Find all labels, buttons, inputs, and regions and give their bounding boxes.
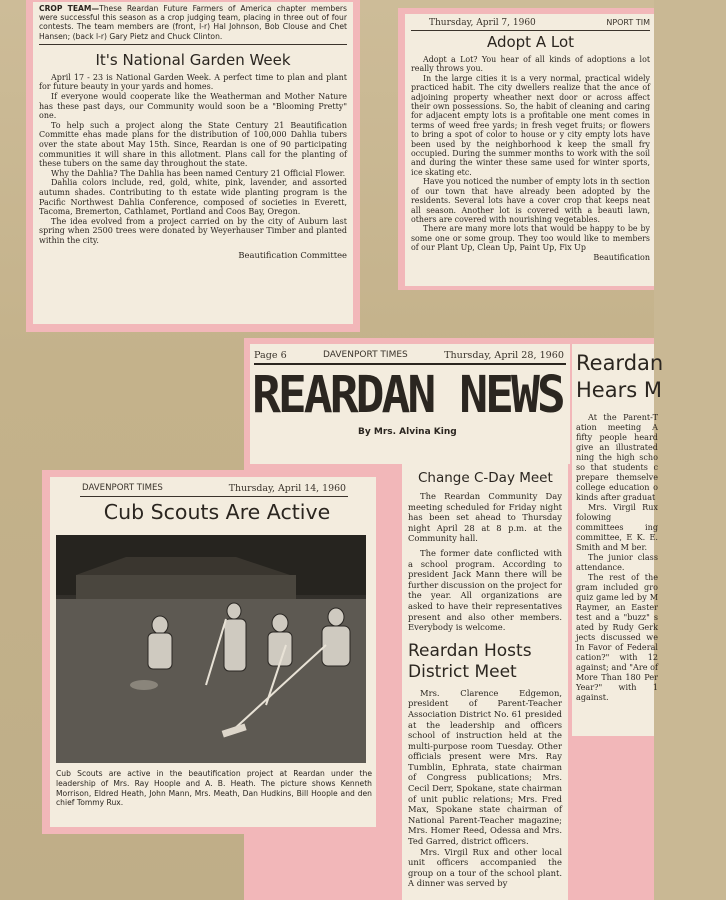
hears-headline: Reardan Hears M bbox=[576, 351, 664, 402]
crop-team-label: CROP TEAM— bbox=[39, 4, 100, 13]
hears-paragraph: The rest of the gram included gro quiz game led by M Raymer, an Easter test and a "buzz" s ated by Rudy Gerk jects discussed we In Favor of Federal cation?" with 12 against; and "Are of More Than 180 Per Year?" with 1 against. bbox=[576, 572, 658, 702]
byline: By Mrs. Alvina King bbox=[358, 427, 457, 437]
photo-scene bbox=[56, 535, 366, 763]
garden-paragraph: To help such a project along the State Century 21 Beautification Committe ehas made plans for the distribution of 100,000 Dahlia tubers over the state about May 15th. Since, Reardan is one of 90 participating communities it will share in this allotment. Plans call for the planting of these tubers on the same day throughout the state. bbox=[39, 120, 347, 169]
hears-body bbox=[576, 412, 726, 702]
masthead-date: Thursday, April 28, 1960 bbox=[444, 350, 564, 361]
hears-paragraph: The junior class attendance. bbox=[576, 552, 658, 572]
adopt-dateline bbox=[411, 18, 650, 28]
garden-body bbox=[39, 73, 347, 246]
masthead-dateline bbox=[250, 344, 570, 361]
hosts-body bbox=[408, 688, 562, 889]
adopt-clipping bbox=[405, 14, 654, 286]
cub-clipping bbox=[50, 477, 376, 827]
cub-date: Thursday, April 14, 1960 bbox=[228, 483, 346, 494]
adopt-signature: Beautification bbox=[593, 252, 650, 262]
adopt-headline: Adopt A Lot bbox=[486, 33, 575, 51]
page-number: Page 6 bbox=[254, 350, 287, 361]
masthead-title: REARDAN NEWS bbox=[252, 366, 563, 425]
adopt-paragraph: Have you noticed the number of empty lots in th section of our town that have already been adopted by the residents. Several lots have a cover crop that keeps neat all season. Another lot is covered with a beauti lawn, others are covered with nourishing vegetables. bbox=[411, 177, 650, 224]
cub-headline: Cub Scouts Are Active bbox=[103, 500, 331, 524]
garden-paragraph: The idea evolved from a project carried on by the city of Auburn last spring when 2500 trees were donated by Weyerhauser Timber and planted within the city. bbox=[39, 216, 347, 245]
crop-team-caption bbox=[39, 4, 347, 41]
hosts-paragraph: Mrs. Clarence Edgemon, president of Parent-Teacher Association District No. 61 presided at the leadership and officers school of instruction held at the multi-purpose room Tuesday. Other officials present were Mrs. Ray Tumblin, Ephrata, state chairman of Congress publications; Mrs. Cecil Derr, Spokane, state chairman of unit public relations; Mrs. Fred Max, Spokane state chairman of National Parent-Teacher magazine; Mrs. Homer Reed, Odessa and Mrs. Ted Garred, district officers. bbox=[408, 687, 562, 847]
hears-clipping bbox=[572, 344, 664, 736]
crop-team-text: These Reardan Future Farmers of America chapter members were successful this season as a crop judging team, placing in three out of four contests. The team members are (front, l-r) Hal Johnson, Bob Clouse and Chet Hansen; (back l-r) Gary Pietz and Chuck Clinton. bbox=[39, 4, 347, 41]
adopt-paper: NPORT TIM bbox=[606, 18, 650, 27]
garden-paragraph: April 17 - 23 is National Garden Week. A perfect time to plan and plant for future beauty in your yards and homes. bbox=[39, 72, 347, 92]
divider bbox=[39, 44, 347, 45]
divider bbox=[411, 30, 650, 31]
adopt-paragraph: Adopt a Lot? You hear of all kinds of adoptions a lot really throws you. bbox=[411, 55, 650, 74]
hosts-paragraph: Mrs. Virgil Rux and other local unit officers accompanied the group on a tour of the school plant. A dinner was served by bbox=[408, 846, 562, 889]
cday-paragraph: The Reardan Community Day meeting scheduled for Friday night has been set ahead to Thursday night April 28 at 8 p.m. at the Community hall. bbox=[408, 491, 562, 544]
cub-scouts-photo bbox=[56, 535, 366, 763]
adopt-paragraph: There are many more lots that would be happy to be by some one or some group. They too would like to members of our Plant Up, Clean Up, Paint Up, Fix Up bbox=[411, 224, 650, 253]
masthead-clipping bbox=[250, 344, 570, 464]
cub-caption: Cub Scouts are active in the beautification project at Reardan under the leadership of Mrs. Ray Hoople and A. B. Heath. The picture shows Kenneth Morrison, Eldred Heath, John Mann, Mrs. Meath, Dan Hudkins, Bill Hoople and den chief Tommy Rux. bbox=[56, 769, 372, 808]
cday-clipping bbox=[402, 462, 568, 900]
cub-dateline bbox=[50, 477, 376, 494]
hosts-headline: Reardan Hosts District Meet bbox=[408, 640, 532, 682]
garden-paragraph: If everyone would cooperate like the Weatherman and Mother Nature has these past days, our Community would soon be a "Blooming Pretty" one. bbox=[39, 92, 347, 121]
adopt-paragraph: In the large cities it is a very normal, practical widely practiced habit. The city dwellers realize that the ance of adjoining property wheather next door or across affect their own possessions. So, the habit of cleaning and caring for adjacent empty lots is a profitable one ment comes in terms of weed free yards; in fresh veget fruits; or flowers to bring a spot of color to house or y city empty lots have been used by the neighborhood k keep the small fry occupied. During the summer months to work with the soil and during the winter these same used for winter sports, ice skating etc. bbox=[411, 73, 650, 177]
cday-headline: Change C-Day Meet bbox=[418, 470, 553, 486]
garden-paragraph: Dahlia colors include, red, gold, white, pink, lavender, and assorted autumn shades. Contributing to th estate wide planting program is the Pacific Northwest Dahlia Conference, composed of societies in Everett, Tacoma, Bremerton, Cathlamet, Portland and Coos Bay, Oregon. bbox=[39, 178, 347, 217]
adopt-date: Thursday, April 7, 1960 bbox=[429, 18, 536, 28]
cday-paragraph: The former date conflicted with a school program. According to president Jack Mann there will be further discussion on the project for the year. All organizations are asked to have their representatives present and also other members. Everybody is welcome. bbox=[408, 547, 562, 633]
garden-clipping bbox=[33, 2, 353, 324]
garden-paragraph: Why the Dahlia? The Dahlia has been named Century 21 Official Flower. bbox=[51, 168, 346, 178]
masthead-paper: DAVENPORT TIMES bbox=[323, 350, 408, 360]
hears-paragraph: At the Parent-T ation meeting A fifty people heard give an illustrated ning the high scho so that students c prepare themselve college education o kinds after graduat bbox=[576, 412, 658, 502]
hears-paragraph: Mrs. Virgil Rux folowing committees ing committee, E K. E. Smith and M ber. bbox=[576, 502, 658, 552]
garden-headline: It's National Garden Week bbox=[95, 50, 291, 69]
cday-body bbox=[408, 491, 562, 633]
cub-paper: DAVENPORT TIMES bbox=[82, 483, 163, 493]
garden-signature: Beautification Committee bbox=[238, 249, 347, 260]
adopt-body bbox=[411, 55, 650, 253]
